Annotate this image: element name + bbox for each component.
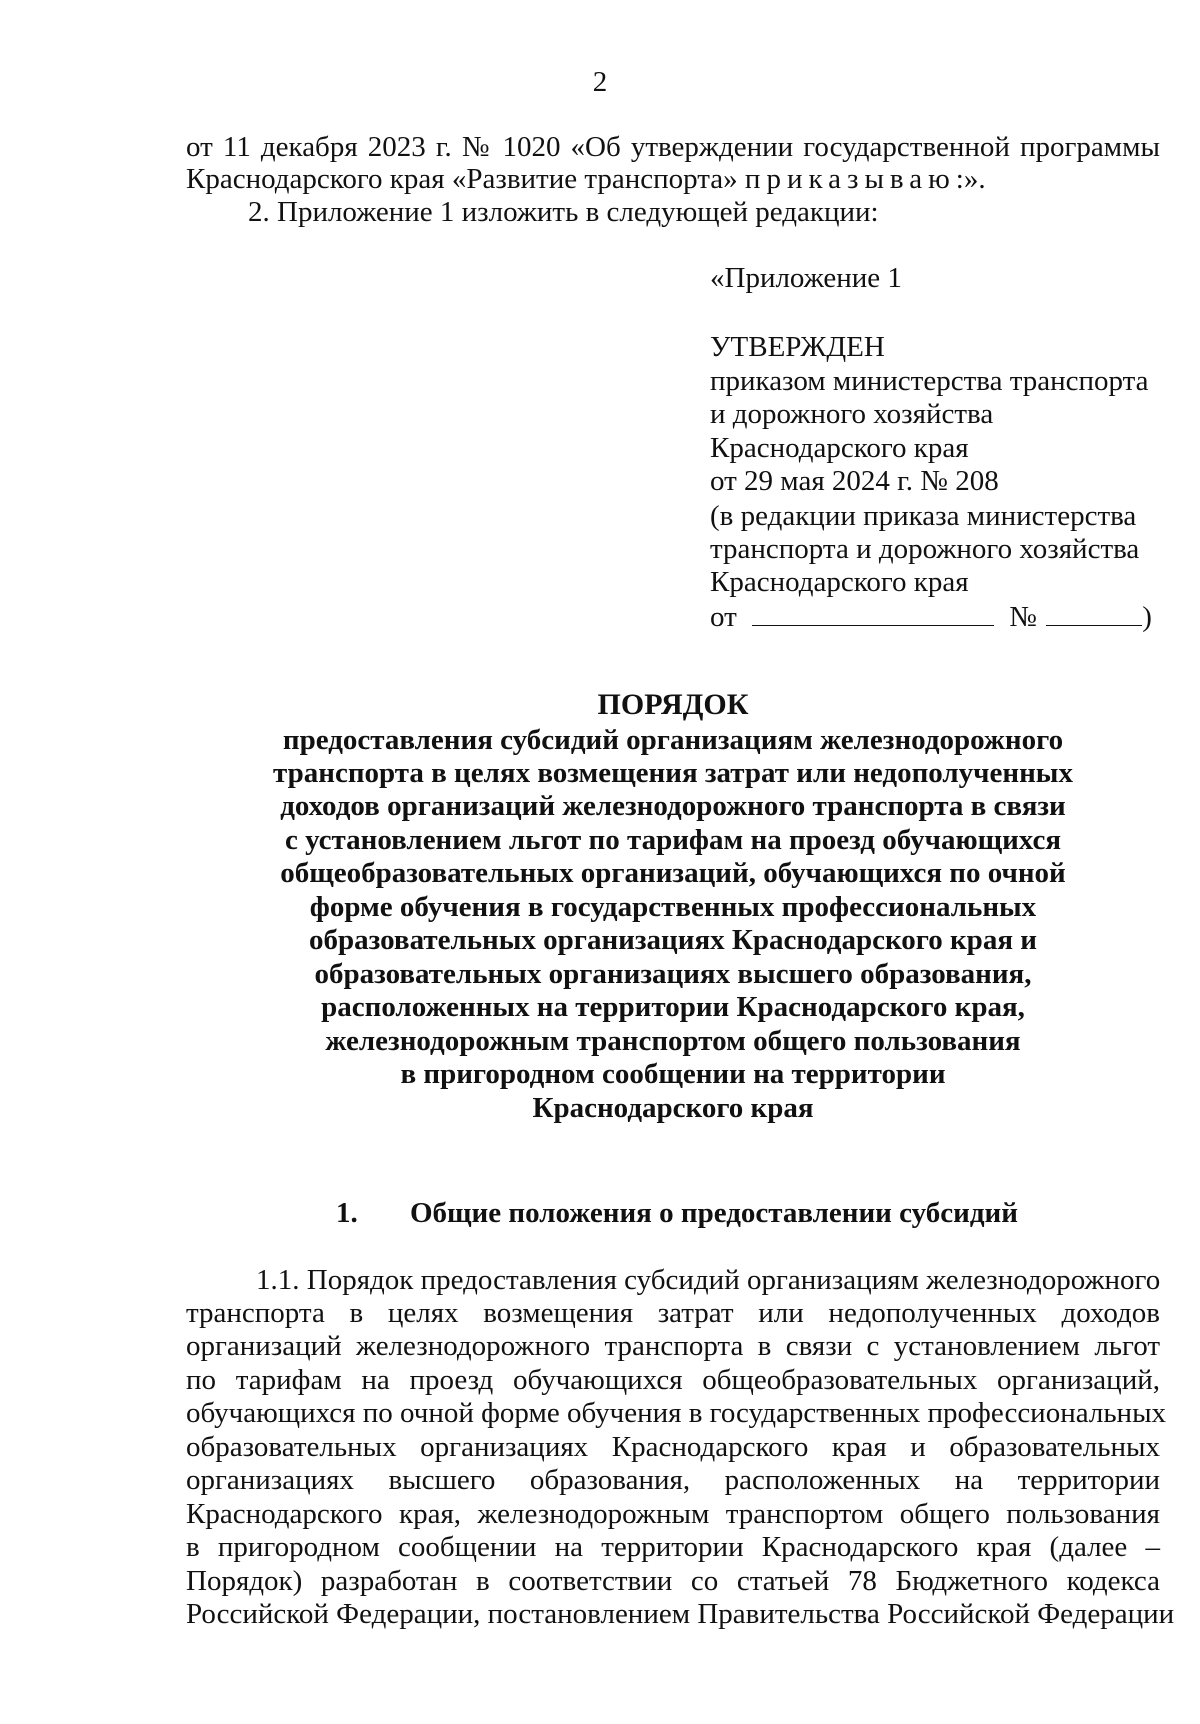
intro-line-2-suffix: :». bbox=[955, 163, 986, 195]
section-number: 1. bbox=[336, 1197, 358, 1229]
paragraph-line: транспорта в целях возмещения затрат или недополученных доходов bbox=[186, 1297, 1160, 1329]
title-line: образовательных организациях высшего образования, bbox=[314, 958, 1032, 990]
paragraph-line: организациях высшего образования, расположенных на территории bbox=[186, 1464, 1160, 1496]
paragraph-line: Краснодарского края, железнодорожным транспортом общего пользования bbox=[186, 1498, 1160, 1530]
paragraph-line: в пригородном сообщении на территории Краснодарского края (далее – bbox=[186, 1531, 1160, 1563]
paragraph-first-line: 1.1. Порядок предоставления субсидий организациям железнодорожного bbox=[256, 1264, 1161, 1296]
appendix-label: «Приложение 1 bbox=[710, 262, 902, 294]
document-heading: ПОРЯДОК bbox=[597, 688, 749, 721]
title-line: железнодорожным транспортом общего пользования bbox=[325, 1025, 1021, 1057]
approval-line: транспорта и дорожного хозяйства bbox=[710, 533, 1140, 565]
page-number: 2 bbox=[592, 66, 608, 98]
title-line: доходов организаций железнодорожного транспорта в связи bbox=[280, 790, 1066, 822]
title-line: предоставления субсидий организациям железнодорожного bbox=[282, 724, 1064, 756]
title-line: в пригородном сообщении на территории bbox=[400, 1058, 946, 1090]
approval-line: приказом министерства транспорта bbox=[710, 365, 1149, 397]
intro-line-2-prefix: Краснодарского края «Развитие транспорта» bbox=[186, 163, 738, 195]
intro-line-1: от 11 декабря 2023 г. № 1020 «Об утверждении государственной программы bbox=[186, 131, 1160, 163]
paragraph-line: образовательных организациях Краснодарского края и образовательных bbox=[186, 1431, 1160, 1463]
title-line: расположенных на территории Краснодарского края, bbox=[321, 991, 1025, 1023]
number-blank bbox=[1046, 601, 1142, 626]
approval-line: от 29 мая 2024 г. № 208 bbox=[710, 465, 999, 497]
number-label: № bbox=[1009, 601, 1037, 633]
approved-label: УТВЕРЖДЕН bbox=[710, 331, 885, 363]
intro-line-2 bbox=[186, 163, 986, 195]
date-blank bbox=[752, 601, 994, 626]
title-line: Краснодарского края bbox=[532, 1092, 814, 1124]
approval-date-line bbox=[710, 601, 1152, 633]
order-word: приказываю bbox=[744, 163, 956, 195]
title-line: образовательных организациях Краснодарского края и bbox=[309, 924, 1037, 956]
title-line: общеобразовательных организаций, обучающихся по очной bbox=[280, 857, 1066, 889]
title-line: с установлением льгот по тарифам на проезд обучающихся bbox=[284, 824, 1062, 856]
paragraph-line: Российской Федерации, постановлением Правительства Российской Федерации bbox=[186, 1598, 1175, 1630]
from-label: от bbox=[710, 601, 737, 633]
title-line: форме обучения в государственных профессиональных bbox=[309, 891, 1037, 923]
paragraph-line: организаций железнодорожного транспорта в связи с установлением льгот bbox=[186, 1330, 1160, 1362]
title-line: транспорта в целях возмещения затрат или недополученных bbox=[273, 757, 1073, 789]
approval-line: (в редакции приказа министерства bbox=[710, 500, 1137, 532]
paragraph-line: Порядок) разработан в соответствии со статьей 78 Бюджетного кодекса bbox=[186, 1565, 1160, 1597]
approval-line: Краснодарского края bbox=[710, 432, 969, 464]
intro-line-3: 2. Приложение 1 изложить в следующей редакции: bbox=[248, 196, 879, 228]
paragraph-line: по тарифам на проезд обучающихся общеобразовательных организаций, bbox=[186, 1364, 1160, 1396]
section-title: Общие положения о предоставлении субсидий bbox=[410, 1197, 1018, 1229]
paragraph-line: обучающихся по очной форме обучения в государственных профессиональных bbox=[186, 1397, 1167, 1429]
approval-line: и дорожного хозяйства bbox=[710, 398, 994, 430]
closing-bracket: ) bbox=[1142, 601, 1152, 633]
approval-line: Краснодарского края bbox=[710, 566, 969, 598]
